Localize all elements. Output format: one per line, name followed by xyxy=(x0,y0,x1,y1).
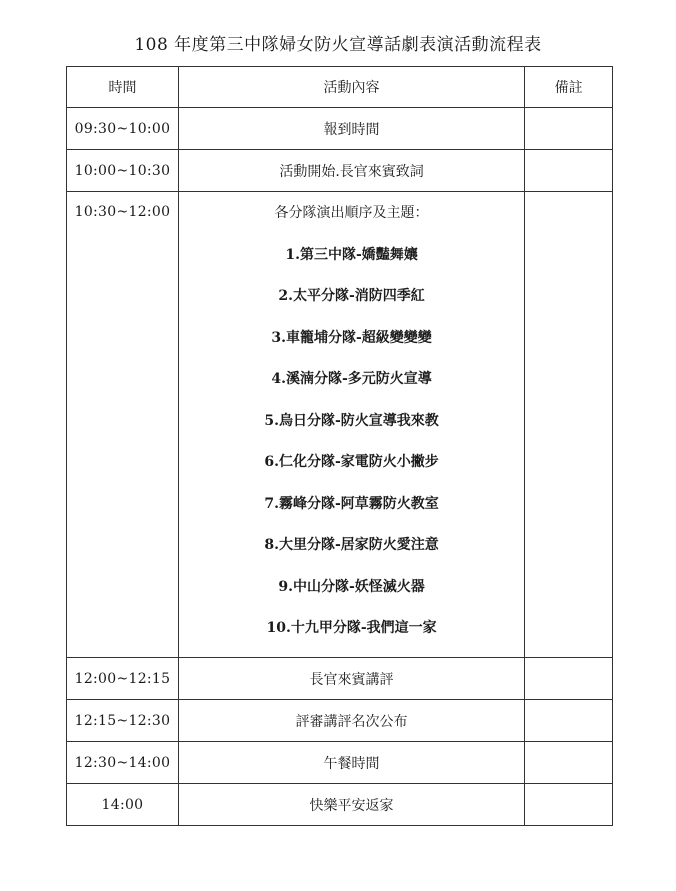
time-cell: 12:30~14:00 xyxy=(67,742,179,784)
note-cell xyxy=(525,150,613,192)
table-row xyxy=(67,108,613,150)
program-item: 7.霧峰分隊-阿草霧防火教室 xyxy=(264,495,439,512)
program-row xyxy=(67,192,613,658)
content-cell: 評審講評名次公布 xyxy=(178,700,524,742)
content-cell: 報到時間 xyxy=(178,108,524,150)
table-row xyxy=(67,700,613,742)
program-item: 6.仁化分隊-家電防火小撇步 xyxy=(264,454,439,470)
page-title: 108 年度第三中隊婦女防火宣導話劇表演活動流程表 xyxy=(134,35,542,55)
content-cell: 活動開始.長官來賓致詞 xyxy=(178,150,524,192)
time-cell: 12:00~12:15 xyxy=(67,658,179,700)
program-item: 3.車籠埔分隊-超級變變變 xyxy=(271,329,432,346)
header-time: 時間 xyxy=(67,67,179,108)
note-cell xyxy=(525,742,613,784)
table-row xyxy=(67,784,613,826)
program-intro: 各分隊演出順序及主題： xyxy=(274,205,429,221)
time-cell: 10:30~12:00 xyxy=(67,192,179,658)
content-cell: 快樂平安返家 xyxy=(178,784,524,826)
content-cell: 長官來賓講評 xyxy=(178,658,524,700)
note-cell xyxy=(525,192,613,658)
note-cell xyxy=(525,700,613,742)
table-row xyxy=(67,742,613,784)
schedule-table xyxy=(66,66,613,826)
time-cell: 14:00 xyxy=(67,784,179,826)
program-item: 5.烏日分隊-防火宣導我來教 xyxy=(264,412,439,429)
content-cell: 午餐時間 xyxy=(178,742,524,784)
program-item: 10.十九甲分隊-我們這一家 xyxy=(266,620,437,636)
note-cell xyxy=(525,784,613,826)
header-content: 活動內容 xyxy=(178,67,524,108)
program-item: 9.中山分隊-妖怪滅火器 xyxy=(278,578,425,595)
program-item: 2.太平分隊-消防四季紅 xyxy=(278,288,425,304)
program-item: 1.第三中隊-嬌豔舞孃 xyxy=(285,246,418,263)
time-cell: 12:15~12:30 xyxy=(67,700,179,742)
time-cell: 09:30~10:00 xyxy=(67,108,179,150)
note-cell xyxy=(525,108,613,150)
program-content-cell xyxy=(178,192,524,658)
table-row xyxy=(67,658,613,700)
program-item: 4.溪湳分隊-多元防火宣導 xyxy=(271,371,432,387)
table-header-row xyxy=(67,67,613,108)
note-cell xyxy=(525,658,613,700)
program-item: 8.大里分隊-居家防火愛注意 xyxy=(264,537,439,553)
time-cell: 10:00~10:30 xyxy=(67,150,179,192)
program-list xyxy=(179,246,524,638)
table-row xyxy=(67,150,613,192)
header-note: 備註 xyxy=(525,67,613,108)
